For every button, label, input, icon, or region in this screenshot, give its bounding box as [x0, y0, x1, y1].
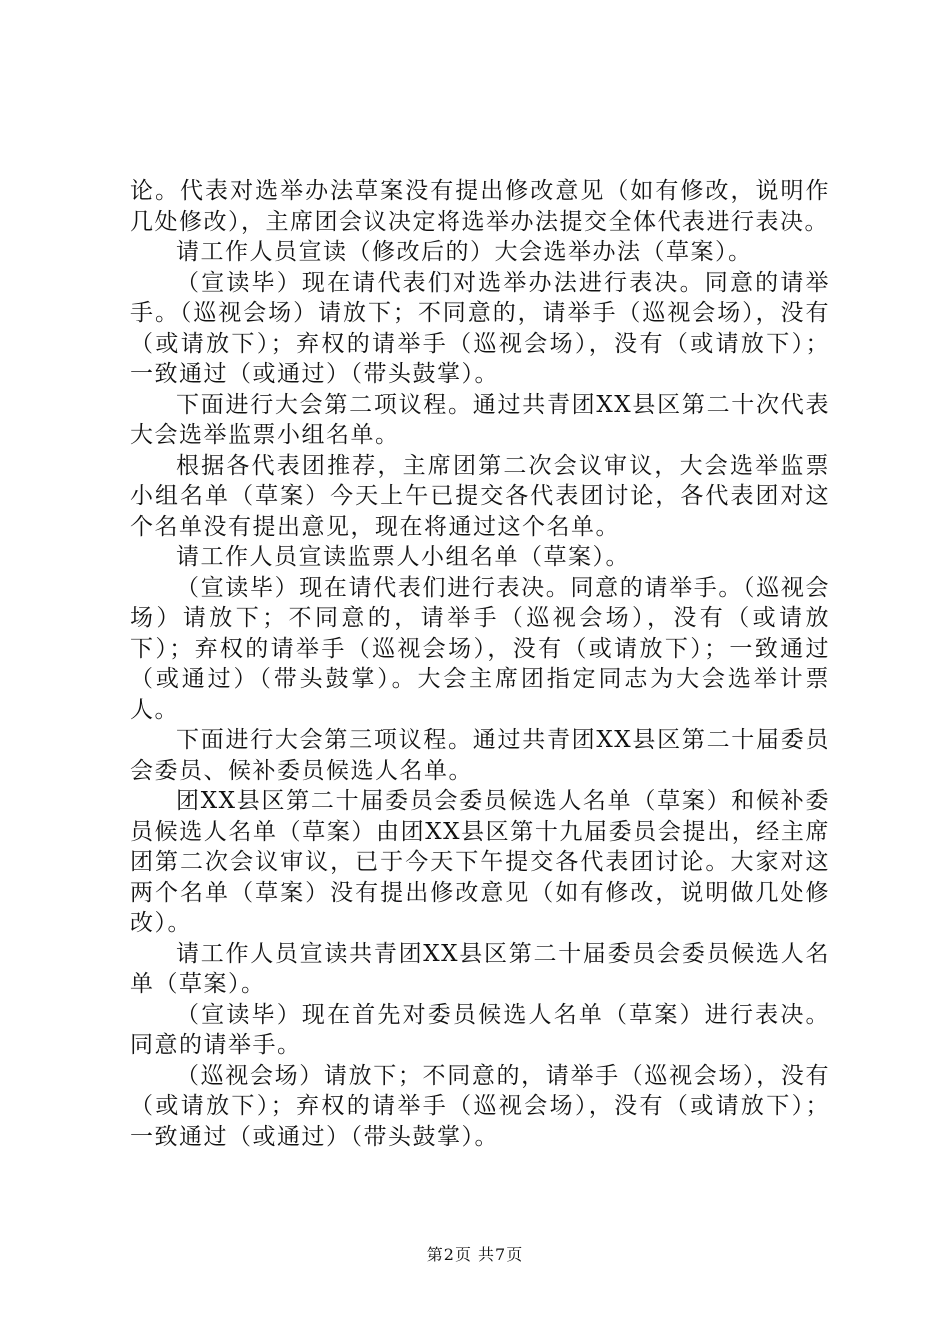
paragraph-12: （巡视会场）请放下；不同意的，请举手（巡视会场），没有（或请放下）；弃权的请举手（巡视会场），没有（或请放下）；一致通过（或通过）（带头鼓掌）。 [130, 1062, 830, 1150]
paragraph-4: 下面进行大会第二项议程。通过共青团XX县区第二十次代表大会选举监票小组名单。 [130, 391, 830, 448]
paragraph-10: 请工作人员宣读共青团XX县区第二十届委员会委员候选人名单（草案）。 [130, 940, 830, 997]
paragraph-7: （宣读毕）现在请代表们进行表决。同意的请举手。（巡视会场）请放下；不同意的，请举手（巡视会场），没有（或请放下）；弃权的请举手（巡视会场），没有（或请放下）；一致通过（或通过）（带头鼓掌）。大会主席团指定同志为大会选举计票人。 [130, 574, 830, 723]
paragraph-2: 请工作人员宣读（修改后的）大会选举办法（草案）。 [176, 239, 753, 265]
paragraph-11: （宣读毕）现在首先对委员候选人名单（草案）进行表决。同意的请举手。 [130, 1001, 830, 1058]
page-number-footer: 第2页 共7页 [426, 1245, 524, 1264]
document-body [130, 176, 830, 1152]
paragraph-5: 根据各代表团推荐，主席团第二次会议审议，大会选举监票小组名单（草案）今天上午已提交各代表团讨论，各代表团对这个名单没有提出意见，现在将通过这个名单。 [130, 452, 830, 540]
paragraph-8: 下面进行大会第三项议程。通过共青团XX县区第二十届委员会委员、候补委员候选人名单。 [130, 727, 830, 784]
paragraph-1: 论。代表对选举办法草案没有提出修改意见（如有修改，说明作几处修改），主席团会议决定将选举办法提交全体代表进行表决。 [130, 178, 830, 235]
paragraph-3: （宣读毕）现在请代表们对选举办法进行表决。同意的请举手。（巡视会场）请放下；不同意的，请举手（巡视会场），没有（或请放下）；弃权的请举手（巡视会场），没有（或请放下）；一致通过（或通过）（带头鼓掌）。 [130, 269, 830, 387]
paragraph-6: 请工作人员宣读监票人小组名单（草案）。 [176, 544, 630, 570]
paragraph-9: 团XX县区第二十届委员会委员候选人名单（草案）和候补委员候选人名单（草案）由团XX县区第十九届委员会提出，经主席团第二次会议审议，已于今天下午提交各代表团讨论。大家对这两个名单（草案）没有提出修改意见（如有修改，说明做几处修改）。 [130, 788, 830, 936]
